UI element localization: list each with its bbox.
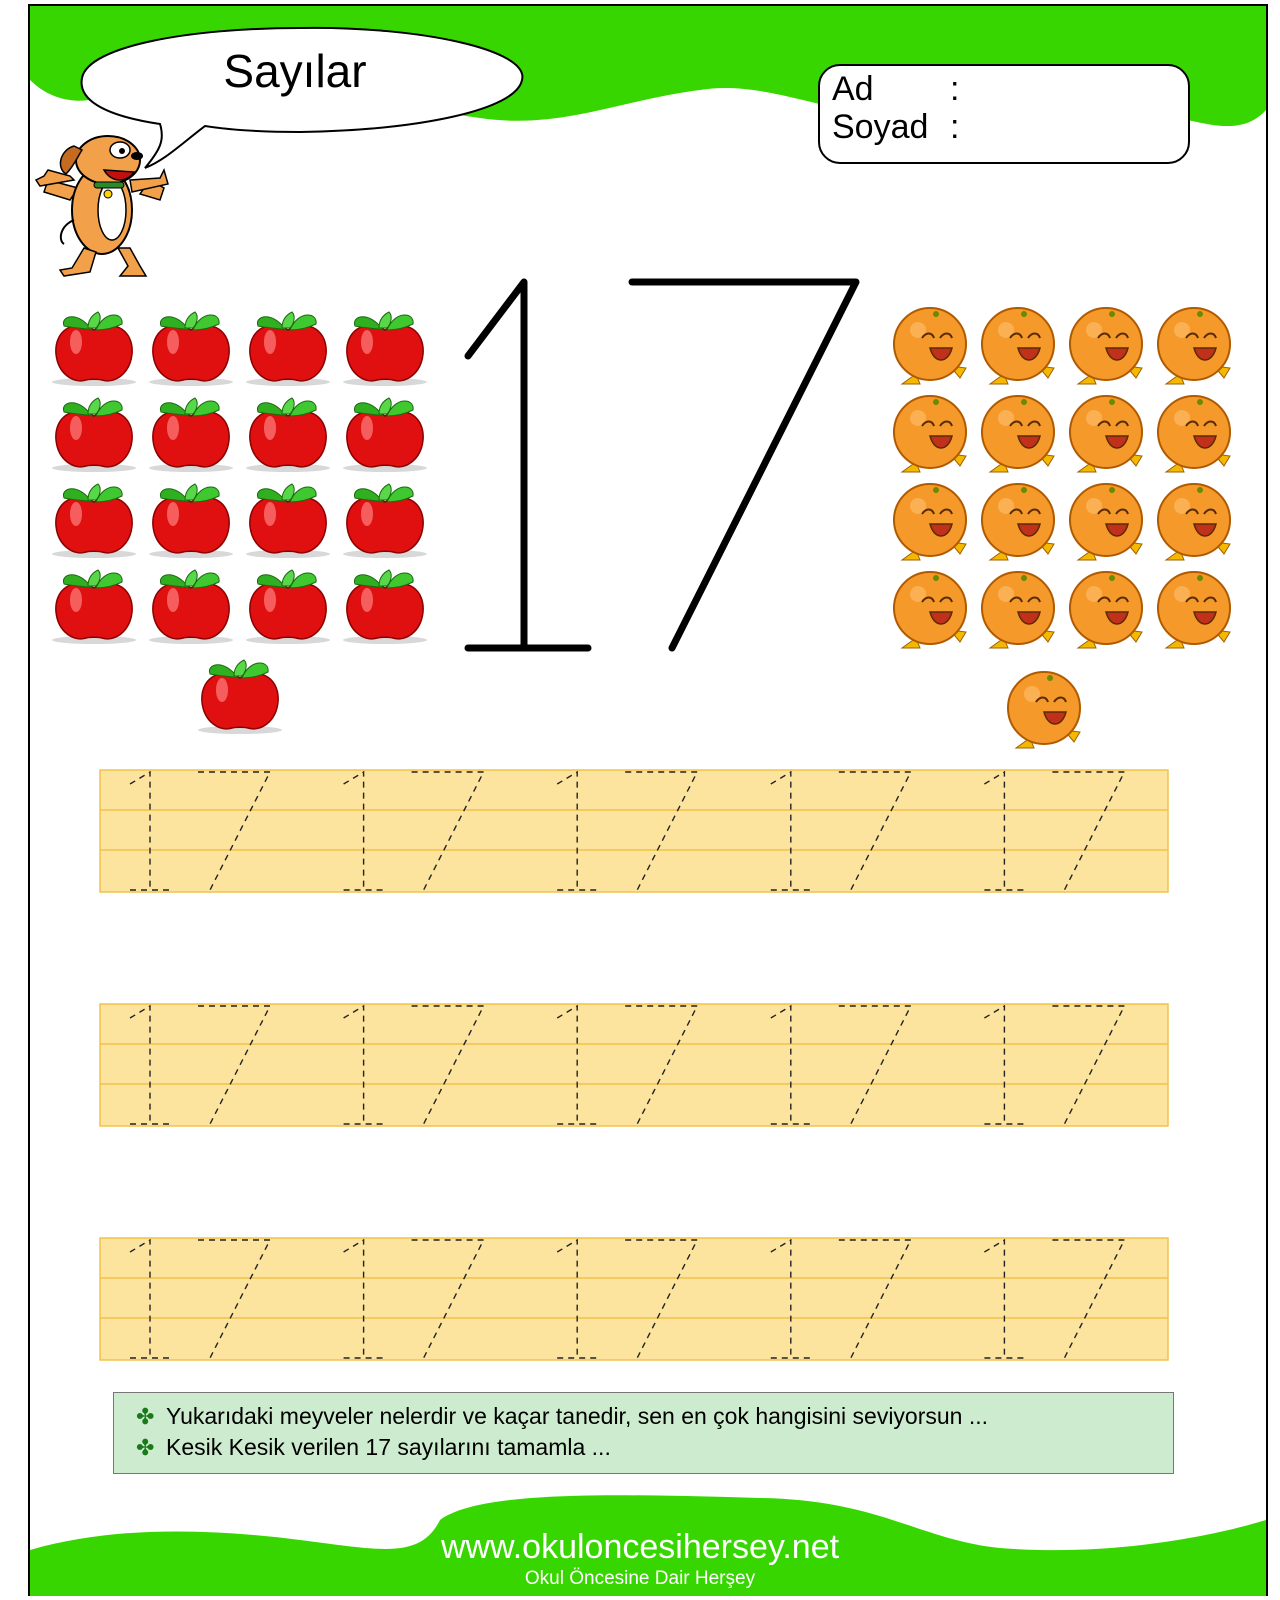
instruction-text-1: Yukarıdaki meyveler nelerdir ve kaçar tanedir, sen en çok hangisini seviyorsun ...	[166, 1403, 989, 1429]
clover-bullet-icon: ✤	[136, 1435, 155, 1460]
last-name-separator: :	[950, 108, 960, 146]
instruction-text-2: Kesik Kesik verilen 17 sayılarını tamamla ...	[166, 1434, 611, 1460]
first-name-separator: :	[950, 70, 960, 108]
clover-bullet-icon: ✤	[136, 1404, 155, 1429]
footer-url[interactable]: www.okuloncesihersey.net	[440, 1528, 840, 1566]
last-name-label: Soyad	[832, 108, 929, 146]
first-name-label: Ad	[832, 70, 874, 108]
worksheet-title: Sayılar	[223, 45, 367, 97]
footer-subtitle: Okul Öncesine Dair Herşey	[524, 1568, 756, 1589]
